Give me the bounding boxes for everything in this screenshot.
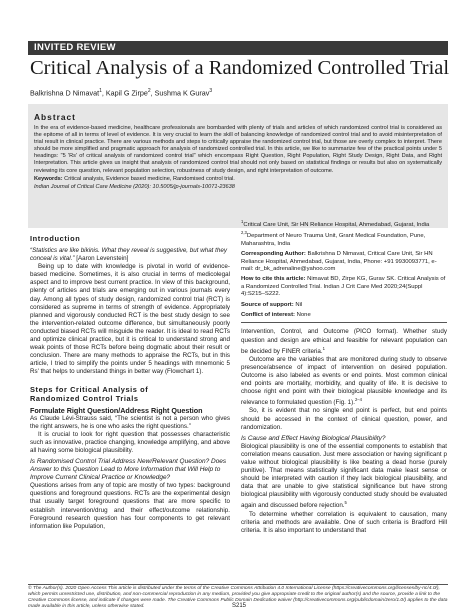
affiliation-2 — [241, 229, 447, 248]
steps-paragraph-3: Questions arises from any of topic are mostly of two types: background questions and foreground questions. RCTs are the experimental design that usually target foreground questions that are more specific to establish intervention/drug and their effect/outcome relationship. Foreground research question has four components to get relevant information like Population, — [30, 482, 230, 530]
author-name[interactable]: Kapil G Zirpe — [105, 88, 148, 98]
reference-mark[interactable]: 1 — [322, 345, 325, 351]
page-number: S215 — [232, 603, 247, 609]
left-column — [30, 234, 230, 531]
right-column — [241, 218, 447, 535]
abstract-text: In the era of evidence-based medicine, healthcare professionals are bombarded with plenty of trials and articles of which randomized control trial is considered as the epitome of all in terms of level of evidence. It is very crucial to learn the skill of balancing knowledge of randomized control trial and to avoid misinterpretation of trial result in clinical practice. There are various methods and steps to critically appraise the randomized control trial, but those are overly complex to interpret. There should be more simplified and pragmatic approach for analysis of randomized controlled trial. In this article, we like to summarize few of the practical points under 5 headings: "5 'Rs' of critical analysis of randomized control trial" which encompass Right Question, Right Population, Right Study Design, Right Data, and Right Interpretation. This article gives us insight that analysis of randomized control trial should not only based on statistical findings or results but also on systematically reviewing its core question, relevant population selection, robustness of study design, and right interpretation of outcome. — [34, 125, 442, 174]
source-of-support-value: Nil — [293, 301, 303, 308]
author-affiliation-mark: 1 — [99, 88, 102, 94]
conflict-of-interest — [241, 312, 447, 319]
how-to-cite — [241, 276, 447, 298]
corresponding-author — [241, 251, 447, 273]
quote-text: “Statistics are like bikinis. What they reveal is suggestive, but what they conceal is vital.” — [30, 247, 227, 263]
article-type-banner — [28, 41, 448, 55]
author-name[interactable]: Balkrishna D Nimavat — [30, 88, 100, 98]
epigraph-quote — [30, 247, 230, 263]
keywords-label: Keywords: — [34, 175, 63, 182]
article-title: Critical Analysis of a Randomized Controlled Trial — [30, 57, 450, 79]
footer-divider — [28, 584, 448, 585]
formulate-question-subheading: Formulate Right Question/Address Right Question — [30, 405, 203, 415]
introduction-heading: Introduction — [30, 234, 81, 243]
steps-heading-line2: Randomized Control Trials — [30, 393, 139, 403]
source-of-support — [241, 302, 447, 309]
right-paragraph-2-text: Outcome are the variables that are monitored during study to observe presence/absence of impact of intervention on desired population. Outcome is also labeled as events or end points. Most common clinical end points are mortality, morbidity, and quality of life. It is decisive to choose right end point with their biological plausible knowledge and its relevance to formulated question (Fig. 1). — [241, 355, 447, 407]
how-to-cite-text: Nimavat BD, Zirpe KG, Gurav SK. Critical Analysis of a Randomized Controlled Trial. Indian J Crit Care Med 2020;24(Suppl 4):S215–S222. — [241, 276, 446, 298]
abstract-heading: Abstract — [34, 112, 76, 122]
relevant-question-heading: Is Randomised Control Trial Address New/Relevant Question? Does Answer to this Question Lead to More Information that Will Help to Improve Current Clinical Practice or Knowledge? — [30, 457, 227, 482]
right-paragraph-4-text: Biological plausibility is one of the essential components to establish that correlation means causation. Just mere association or having significant p value without biological plausibility is like beating a dead horse (purely punitive). That means statistically significant data make least sense or should be interpreted with caution if they lack biological plausibility, and data that are unable to give statistical significance but have strong biological plausibility with vigorously conducted study should be evaluated again and discussed before rejection. — [241, 442, 447, 510]
right-paragraph-1-text: Intervention, Control, and Outcome (PICO format). Whether study question and design are ethical and feasible for relevant population can be decided by FINER criteria. — [241, 328, 447, 355]
author-list: Balkrishna D Nimavat$^1$, Kapil G Zirpe$^2$, Sushma K Gurav$^3$ — [30, 88, 213, 98]
keywords-text: Critical analysis, Evidence based medicine, Randomised control trial. — [64, 175, 235, 182]
steps-paragraph-1: As Claude Lévi-Strauss said, “The scientist is not a person who gives the right answers, he is one who asks the right questions.” — [30, 414, 230, 430]
affiliation-box — [241, 218, 447, 323]
affiliation-mark: 2,3 — [241, 230, 247, 236]
steps-paragraph-2: It is crucial to look for right question that possesses characteristic such as innovative, practice changing, knowledge amplifying, and above all having some biological plausibility. — [30, 430, 230, 454]
abstract-box — [28, 104, 448, 228]
affiliation-text: Critical Care Unit, Sir HN Reliance Hospital, Ahmedabad, Gujarat, India — [243, 221, 430, 228]
keywords-line — [34, 176, 442, 183]
right-paragraph-2 — [241, 356, 447, 408]
right-paragraph-3: So, it is evident that no single end point is perfect, but end points should be accessed in the context of clinical question, power, and randomization. — [241, 407, 447, 431]
affiliation-text: Department of Neuro Trauma Unit, Grant Medical Foundation, Pune, Maharashtra, India — [241, 233, 426, 247]
reference-mark[interactable]: 5 — [344, 500, 347, 506]
right-paragraph-5: To determine whether correlation is equivalent to causation, many criteria and methods are available. One of such criteria is Bradford Hill criteria. It is also important to understand that — [241, 510, 447, 534]
how-to-cite-label: How to cite this article: — [241, 276, 306, 283]
affiliation-1 — [241, 218, 447, 229]
author-name[interactable]: Sushma K Gurav — [154, 88, 210, 98]
affiliation-mark: 1 — [241, 219, 244, 224]
corresponding-author-label: Corresponding Author: — [241, 251, 306, 258]
license-footer: © The Author(s). 2020 Open Access This article is distributed under the terms of the Creative Commons Attribution 4.0 International License (https://creativecommons.org/licenses/by-nc/4.0/), which permits unrestricted use, distribution, and non-commercial reproduction in any medium, provided you give appropriate credit to the original author(s) and the source, provide a link to the Creative Commons license, and indicate if changes were made. The Creative Commons Public Domain Dedication waiver (http://creativecommons.org/publicdomain/zero/1.0/) applies to the data made available in this article, unless otherwise stated. — [28, 586, 448, 610]
conflict-of-interest-value: None — [295, 312, 311, 318]
steps-heading-line1: Steps for Critical Analysis of — [30, 384, 149, 394]
quote-author: [Aaron Levenstein] — [74, 255, 129, 263]
biological-plausibility-heading: Is Cause and Effect Having Biological Plausibility? — [241, 434, 386, 442]
source-of-support-label: Source of support: — [241, 301, 294, 308]
corresponding-author-text[interactable]: Balkrishna D Nimavat, Critical Care Unit, Sir HN Reliance Hospital, Ahmedabad, Gujarat, India, Phone: +91 9930093771, e-mail: dr_bk_adrenaline@yahoo.com — [241, 251, 437, 272]
author-affiliation-mark: 2 — [147, 88, 151, 94]
journal-citation[interactable]: Indian Journal of Critical Care Medicine (2020): 10.5005/jp-journals-10071-23638 — [34, 183, 235, 190]
conflict-of-interest-label: Conflict of interest: — [241, 312, 295, 318]
right-paragraph-4 — [241, 443, 447, 511]
article-type-label: INVITED REVIEW — [34, 42, 116, 53]
reference-mark[interactable]: 2–4 — [354, 397, 362, 403]
introduction-paragraph: Being up to date with knowledge is pivotal in world of evidence-based medicine. Sometimes, it is also crucial in terms of medicolegal aspect and to improve best current practice. In view of this background, plenty of articles and trials are emerging out in various journals every day. Among all types of study design, randomized control trial (RCT) is considered as supreme in terms of strength of evidence. Appropriately planned and vigorously conducted RCT is the best study design to see the intervention-related outcome difference, but simultaneously poorly conducted biased RCTs will misguide the reader. It is ideal to read RCTs and optimize clinical practice, but it is critical to understand strong and weak points of those RCTs before being dogmatic about their result or conclusion. There are many methods to appraise the RCTs, but in this article, I tried to simplify the points under 5 headings with mnemonic 5 Rs' that helps to understand things in better way (Flowchart 1). — [30, 263, 230, 376]
right-paragraph-1 — [241, 328, 447, 355]
author-affiliation-mark: 3 — [209, 88, 213, 94]
